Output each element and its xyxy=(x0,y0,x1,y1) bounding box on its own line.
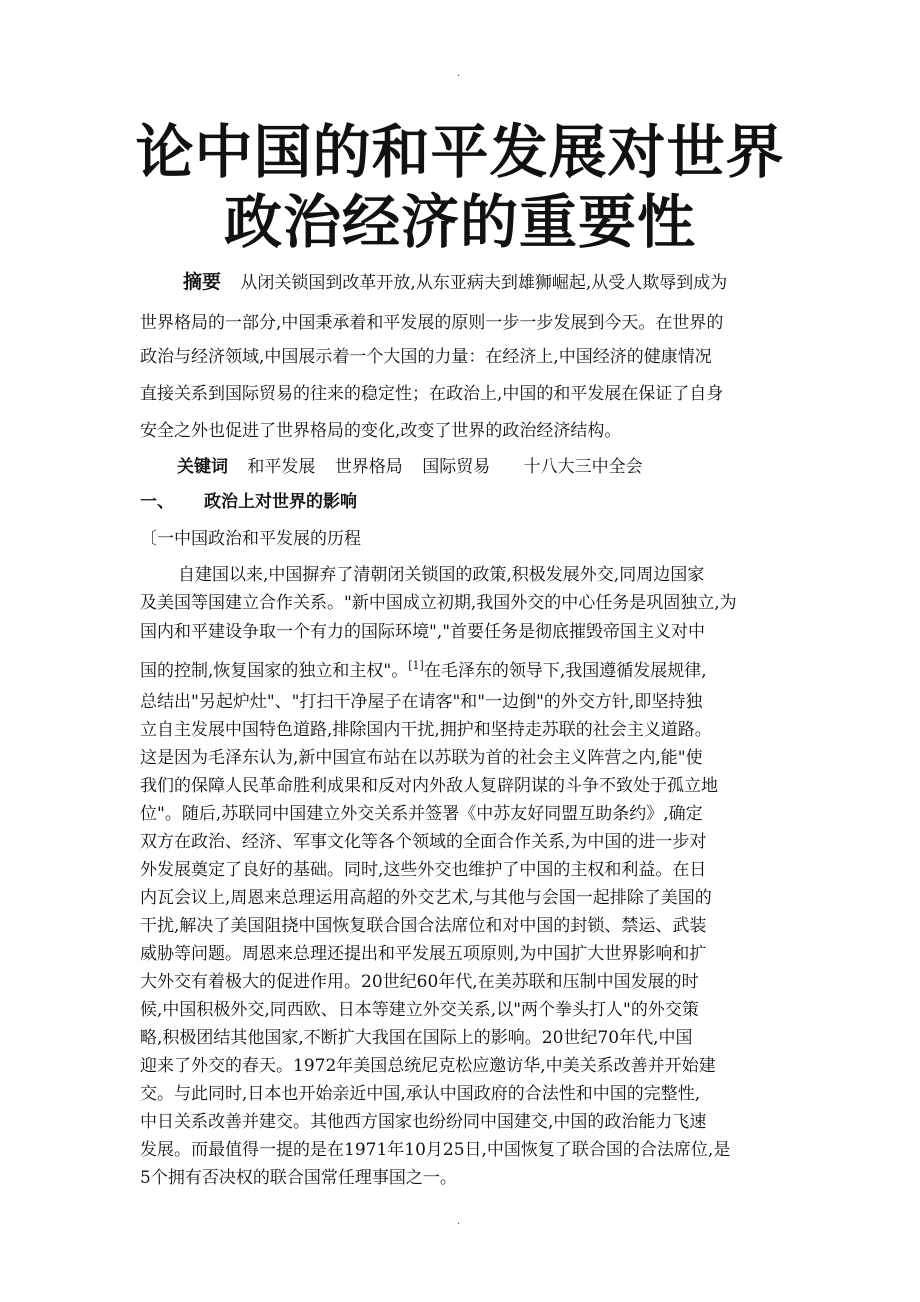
body-line: 立自主发展中国特色道路,排除国内干扰,拥护和坚持走苏联的社会主义道路。 xyxy=(140,720,712,740)
body-line: 外发展奠定了良好的基础。同时,这些外交也维护了中国的主权和利益。在日 xyxy=(140,860,707,880)
body-line: 总结出"另起炉灶"、"打扫干净屋子在请客"和"一边倒"的外交方针,即坚持独 xyxy=(140,692,703,712)
body-line: 这是因为毛泽东认为,新中国宣布站在以苏联为首的社会主义阵营之内,能"使 xyxy=(140,748,703,768)
body-line: 自建国以来,中国摒弃了清朝闭关锁国的政策,积极发展外交,同周边国家 xyxy=(178,565,705,585)
keyword-item: 十八大三中全会 xyxy=(523,457,643,477)
body-line: 中日关系改善并建交。其他西方国家也纷纷同中国建交,中国的政治能力飞速 xyxy=(140,1112,707,1132)
keywords xyxy=(177,455,643,479)
section-title: 政治上对世界的影响 xyxy=(204,492,357,512)
body-line: 发展。而最值得一提的是在1971年10月25日,中国恢复了联合国的合法席位,是 xyxy=(140,1140,731,1160)
body-line: 交。与此同时,日本也开始亲近中国,承认中国政府的合法性和中国的完整性, xyxy=(140,1084,701,1104)
abstract-label: 摘要 xyxy=(183,271,222,293)
abstract-line-3: 政治与经济领域,中国展示着一个大国的力量：在经济上,中国经济的健康情况 xyxy=(140,347,712,367)
keyword-item: 和平发展 xyxy=(247,457,316,477)
abstract-line-5: 安全之外也促进了世界格局的变化,改变了世界的政治经济结构。 xyxy=(140,421,622,441)
body-line: 5个拥有否决权的联合国常任理事国之一。 xyxy=(140,1168,457,1188)
body-line: 我们的保障人民革命胜利成果和反对内外敌人复辟阴谋的斗争不致处于孤立地 xyxy=(140,776,718,796)
body-line: 双方在政治、经济、军事文化等各个领域的全面合作关系,为中国的进一步对 xyxy=(140,832,707,852)
keywords-label: 关键词 xyxy=(177,457,228,477)
section-number: 一、 xyxy=(140,492,174,512)
body-line: 位"。随后,苏联同中国建立外交关系并签署《中苏友好同盟互助条约》,确定 xyxy=(140,804,703,824)
bottom-dot: . xyxy=(457,1216,461,1227)
body-line: 威胁等问题。周恩来总理还提出和平发展五项原则,为中国扩大世界影响和扩 xyxy=(140,944,707,964)
body-line: 及美国等国建立合作关系。"新中国成立初期,我国外交的中心任务是巩固独立,为 xyxy=(140,593,737,613)
subsection-title: 〔一中国政治和平发展的历程 xyxy=(140,529,361,549)
body-line: 略,积极团结其他国家,不断扩大我国在国际上的影响。20世纪70年代,中国 xyxy=(140,1028,693,1048)
keyword-item: 国际贸易 xyxy=(422,457,491,477)
body-line xyxy=(140,654,707,683)
body-line: 迎来了外交的春天。1972年美国总统尼克松应邀访华,中美关系改善并开始建 xyxy=(140,1056,716,1076)
body-line: 干扰,解决了美国阻挠中国恢复联合国合法席位和对中国的封锁、禁运、武装 xyxy=(140,916,707,936)
page-title-line-1: 论中国的和平发展对世界 xyxy=(135,118,785,186)
body-line: 大外交有着极大的促进作用。20世纪60年代,在美苏联和压制中国发展的时 xyxy=(140,972,699,992)
abstract-text: 从闭关锁国到改革开放,从东亚病夫到雄狮崛起,从受人欺辱到成为 xyxy=(240,273,728,293)
body-text: 在毛泽东的领导下,我国遵循发展规律, xyxy=(423,661,707,681)
page-title-line-2: 政治经济的重要性 xyxy=(223,188,696,256)
abstract-line-2: 世界格局的一部分,中国秉承着和平发展的原则一步一步发展到今天。在世界的 xyxy=(140,313,724,333)
footnote-ref: [1] xyxy=(408,659,424,672)
abstract-line-1 xyxy=(183,270,727,295)
top-dot: . xyxy=(457,68,461,79)
body-text: 国的控制,恢复国家的独立和主权"。 xyxy=(140,661,409,681)
keyword-item: 世界格局 xyxy=(334,457,403,477)
body-line: 内瓦会议上,周恩来总理运用高超的外交艺术,与其他与会国一起排除了美国的 xyxy=(140,888,712,908)
body-line: 国内和平建设争取一个有力的国际环境","首要任务是彻底摧毁帝国主义对中 xyxy=(140,622,706,642)
body-line: 候,中国积极外交,同西欧、日本等建立外交关系,以"两个拳头打人"的外交策 xyxy=(140,1000,699,1020)
abstract-line-4: 直接关系到国际贸易的往来的稳定性；在政治上,中国的和平发展在保证了自身 xyxy=(140,384,724,404)
